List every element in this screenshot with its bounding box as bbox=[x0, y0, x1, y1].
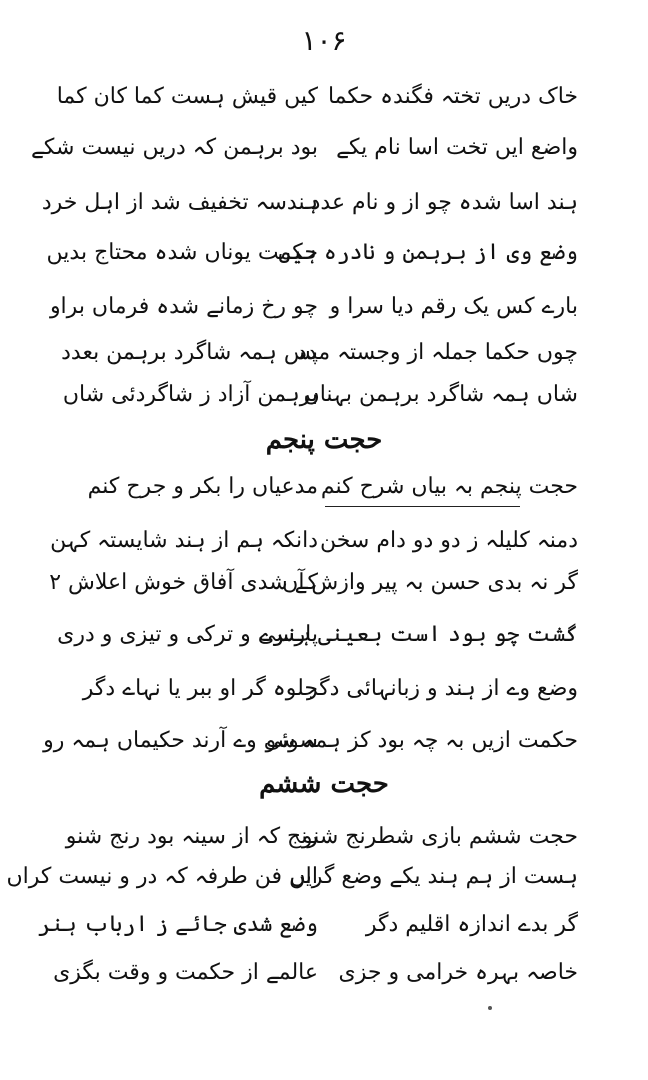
hemistich-right: دمنہ کلیلہ ز دو دو دام سخن bbox=[319, 528, 578, 553]
hemistich-left: برہمن آزاد ز شاگردئی شاں bbox=[62, 382, 318, 407]
couplet bbox=[0, 560, 648, 606]
hemistich-left: ہندسہ تخفیف شد از اہل خرد bbox=[41, 190, 318, 215]
hemistich-left: جلوہ گر او ببر یا نہاے دگر bbox=[82, 676, 318, 701]
couplet bbox=[0, 518, 648, 564]
page-number: ۱۰۶ bbox=[301, 24, 347, 57]
hemistich-right: خاصہ بہرہ خرامی و جزی bbox=[338, 960, 578, 985]
couplet bbox=[0, 330, 648, 376]
couplet bbox=[0, 125, 648, 171]
hemistich-left: حکمت یوناں شدہ محتاج بدیں bbox=[46, 240, 318, 265]
hemistich-left: پارسی و ترکی و تیزی و دری bbox=[57, 622, 318, 647]
couplet bbox=[0, 718, 648, 764]
section-heading: حجت ششم bbox=[259, 769, 389, 799]
hemistich-left: مدعیاں را بکر و جرح کنم bbox=[87, 474, 318, 499]
hemistich-right: وضع وے از ہند و زبانہائی دگر bbox=[307, 676, 578, 701]
hemistich-right: وضع وی از برہمن و نادرہ ہیں bbox=[278, 240, 578, 265]
couplet bbox=[0, 74, 648, 120]
hemistich-right: ہند اسا شدہ چو از و نام عدد bbox=[310, 190, 578, 215]
hemistich-right: چوں حکما جملہ از وجستہ مدد bbox=[297, 340, 578, 365]
hemistich-left: بود برہمن کہ دریں نیست شکے bbox=[31, 135, 318, 160]
hemistich-right: حکمت ازیں بہ چہ بود کز ہمہ سو bbox=[265, 728, 578, 753]
hemistich-right: بارے کس یک رقم دیا سرا و bbox=[329, 294, 578, 319]
hemistich-left: ایں فن طرفہ کہ در و نیست کراں bbox=[6, 864, 318, 889]
section-heading: حجت پنجم bbox=[265, 425, 383, 455]
hemistich-right: گشت چو بود است بعینی ہنرے bbox=[259, 622, 578, 647]
hemistich-left: کیں قیش ہست کما کان کما bbox=[56, 84, 318, 109]
couplet bbox=[0, 902, 648, 948]
hemistich-left: رنج کہ از سینہ بود رنج شنو bbox=[65, 824, 318, 849]
couplet bbox=[0, 284, 648, 330]
hemistich-left: عالمے از حکمت و وقت بگزی bbox=[53, 960, 318, 985]
couplet bbox=[0, 950, 648, 996]
hemistich-left: کے شدی آفاق خوش اعلاش ۲ bbox=[49, 570, 318, 595]
hemistich-left: پس ہمہ شاگرد برہمن بعدد bbox=[61, 340, 318, 365]
ink-speck bbox=[488, 1006, 492, 1010]
hemistich-right: گر نہ بدی حسن بہ پیر وازش آں bbox=[282, 570, 578, 595]
hemistich-left: وضع شدی جائے ز ارباب ہنر bbox=[38, 912, 318, 937]
heading-underline bbox=[325, 506, 520, 507]
hemistich-right: گر بدے اندازہ اقلیم دگر bbox=[365, 912, 578, 937]
hemistich-left: دانکہ ہم از ہند شایستہ کہن bbox=[50, 528, 318, 553]
couplet bbox=[0, 230, 648, 276]
hemistich-right: حجت پنجم بہ بیاں شرح کنم bbox=[320, 474, 578, 499]
hemistich-right: خاک دریں تختہ فگندہ حکما bbox=[327, 84, 578, 109]
couplet bbox=[0, 180, 648, 226]
hemistich-right: حجت ششم بازی شطرنج شنو bbox=[301, 824, 578, 849]
couplet bbox=[0, 464, 648, 510]
hemistich-right: واضع ایں تخت اسا نام یکے bbox=[336, 135, 578, 160]
couplet bbox=[0, 666, 648, 712]
couplet bbox=[0, 854, 648, 900]
hemistich-right: ہست از ہم ہند یکے وضع گراں bbox=[289, 864, 578, 889]
hemistich-right: شاں ہمہ شاگرد برہمن بہناں bbox=[303, 382, 578, 407]
hemistich-left: سوئی وے آرند حکیماں ہمہ رو bbox=[43, 728, 318, 753]
hemistich-left: چو رخ زمانے شدہ فرماں براو bbox=[49, 294, 318, 319]
couplet bbox=[0, 372, 648, 418]
couplet bbox=[0, 612, 648, 658]
